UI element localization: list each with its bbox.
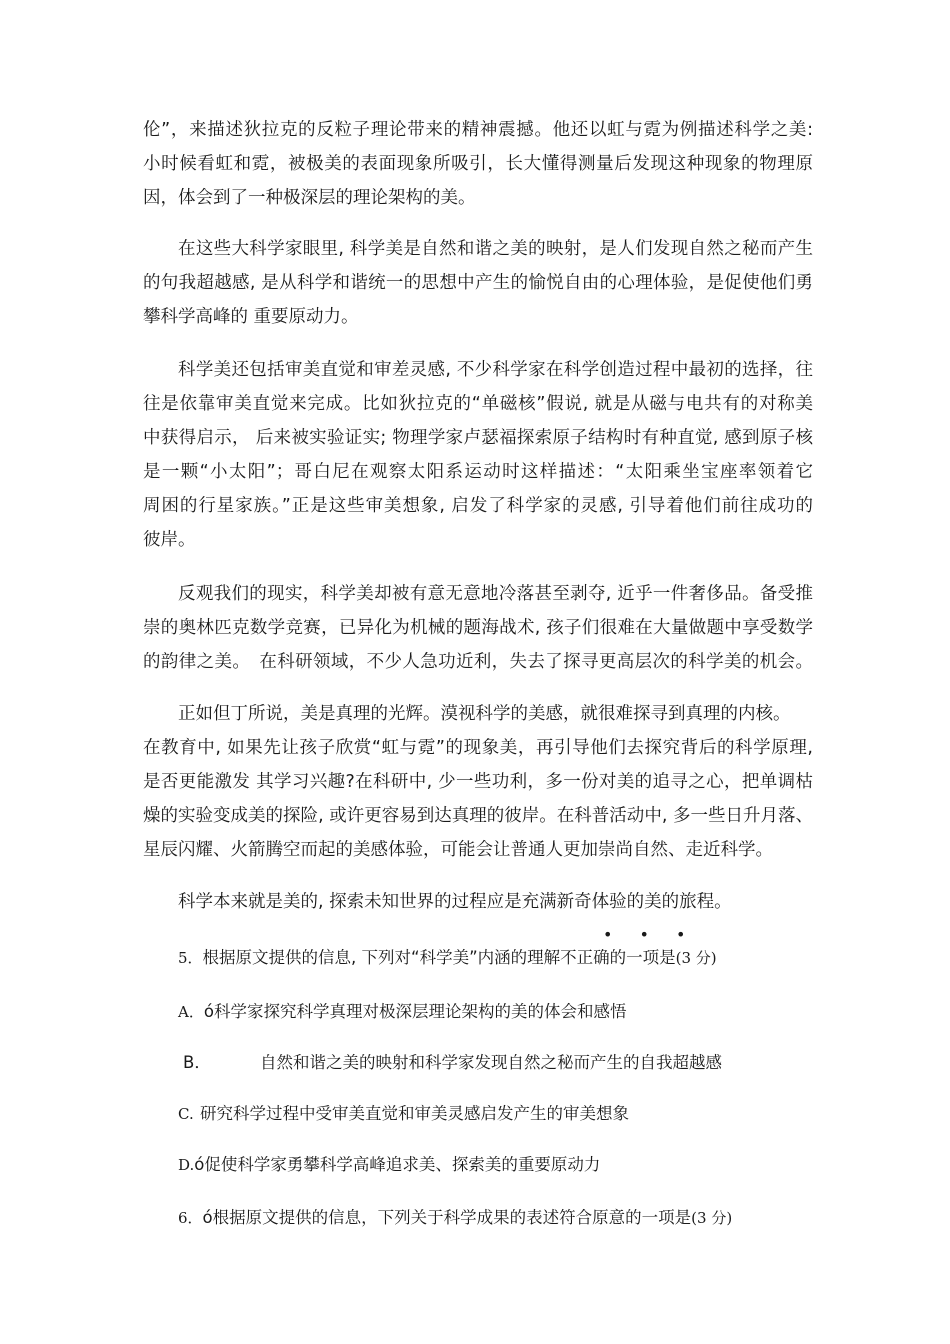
text-line: 是否更能激发 其学习兴趣?在科研中, 少一些功利，多一份对美的追寻之心，把单调枯	[143, 772, 813, 792]
option-label: A．	[178, 1003, 204, 1021]
text-line: 伦”，来描述狄拉克的反粒子理论带来的精神震撼。他还以虹与霓为例描述科学之美:	[143, 120, 813, 140]
option-d	[178, 1153, 600, 1177]
question-text: ó根据原文提供的信息，下列关于科学成果的表述符合原意的一项是	[202, 1208, 692, 1227]
option-b	[183, 1051, 722, 1075]
paragraph-1	[143, 113, 813, 215]
text-line: 科学美还包括审美直觉和审差灵感, 不少科学家在科学创造过程中最初的选择，往	[178, 360, 813, 380]
text-line: 在这些大科学家眼里, 科学美是自然和谐之美的映射，是人们发现自然之秘而产生	[178, 239, 813, 259]
option-label: C.	[178, 1105, 194, 1123]
text-line: 反观我们的现实，科学美却被有意无意地冷落甚至剥夺, 近乎一件奢侈品。备受推	[178, 584, 813, 604]
text-line: 因，体会到了一种极深层的理论架构的美。	[143, 188, 476, 208]
paragraph-4	[143, 577, 813, 679]
text-line: 燥的实验变成美的探险, 或许更容易到达真理的彼岸。在科普活动中, 多一些日升月落、	[143, 806, 813, 826]
text-line: 的韵律之美。 在科研领域，不少人急功近利，失去了探寻更高层次的科学美的机会。	[143, 652, 813, 672]
question-number: 5．	[178, 949, 203, 967]
paragraph-5	[143, 697, 813, 867]
text-line: 往是依靠审美直觉来完成。比如狄拉克的“单磁核”假说, 就是从磁与电共有的对称美	[143, 394, 813, 414]
option-text: ó科学家探究科学真理对极深层理论架构的美的体会和感悟	[203, 1002, 627, 1021]
text-line: 周困的行星家族。”正是这些审美想象, 启发了科学家的灵感, 引导着他们前往成功的	[143, 496, 813, 516]
text-line: 小时候看虹和霓，被极美的表面现象所吸引，长大懂得测量后发现这种现象的物理原	[143, 154, 813, 174]
text-line: 中获得启示， 后来被实验证实; 物理学家卢瑟福探索原子结构时有种直觉, 感到原子核	[143, 428, 813, 448]
paragraph-3	[143, 353, 813, 557]
option-text: ó促使科学家勇攀科学高峰追求美、探索美的重要原动力	[194, 1155, 601, 1174]
option-text: 研究科学过程中受审美直觉和审美灵感启发产生的审美想象	[200, 1104, 629, 1123]
option-c	[178, 1102, 629, 1126]
text-line: 科学本来就是美的, 探索未知世界的过程应是充满新奇体验的美的旅程。	[178, 892, 732, 912]
paragraph-2	[143, 232, 813, 334]
question-text: 根据原文提供的信息, 下列对“科学美”内涵的理解不正确的一项是	[202, 948, 676, 967]
question-5	[178, 946, 717, 970]
question-number: 6．	[178, 1209, 203, 1227]
option-label: B．	[183, 1053, 211, 1072]
text-line: 的句我超越感, 是从科学和谐统一的思想中产生的愉悦自由的心理体验，是促使他们勇	[143, 273, 813, 293]
text-line: 崇的奥林匹克数学竞赛，已异化为机械的题海战术, 孩子们很难在大量做题中享受数学	[143, 618, 813, 638]
text-line: 彼岸。	[143, 530, 196, 550]
text-line: 在教育中, 如果先让孩子欣赏“虹与霓”的现象美，再引导他们去探究背后的科学原理,	[143, 738, 813, 758]
option-text: 自然和谐之美的映射和科学家发现自然之秘而产生的自我超越感	[260, 1053, 722, 1072]
text-line: 星辰闪耀、火箭腾空而起的美感体验，可能会让普通人更加崇尚自然、走近科学。	[143, 840, 773, 860]
question-score: (3 分)	[691, 1209, 733, 1227]
text-line: 攀科学高峰的 重要原动力。	[143, 307, 359, 327]
text-line: 是一颗“小太阳”；哥白尼在观察太阳系运动时这样描述：“太阳乘坐宝座率领着它	[143, 462, 813, 482]
paragraph-6	[143, 885, 813, 919]
option-a	[178, 1000, 626, 1024]
text-line: 正如但丁所说，美是真理的光辉。漠视科学的美感，就很难探寻到真理的内核。	[178, 704, 791, 724]
emphasis-dots: • • •	[603, 925, 697, 944]
question-score: (3 分)	[675, 949, 717, 967]
question-6	[178, 1206, 732, 1230]
option-label: D.	[178, 1156, 195, 1174]
